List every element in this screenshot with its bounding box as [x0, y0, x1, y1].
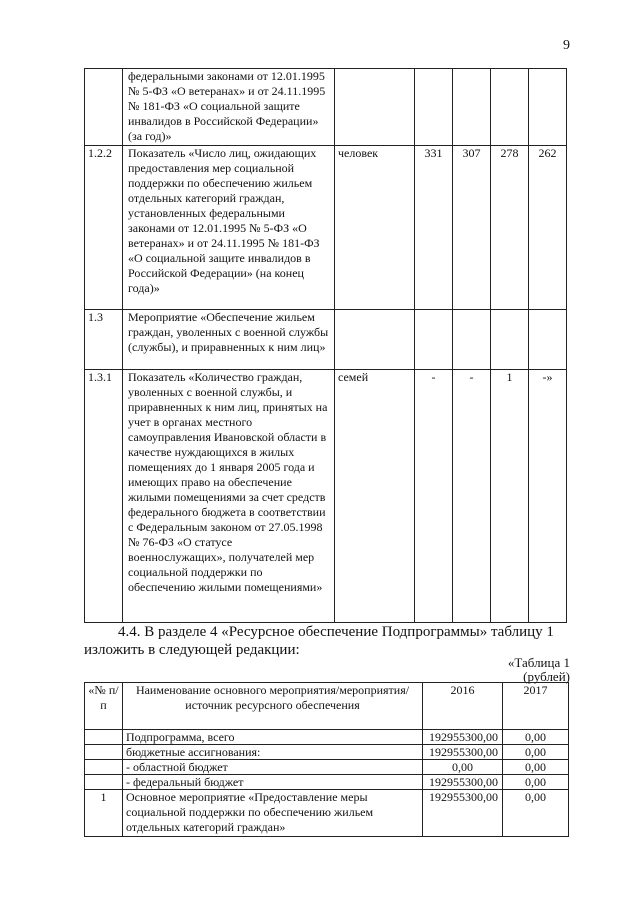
- header-name: Наименование основного мероприятия/мероприятия/источник ресурсного обеспечения: [123, 683, 423, 730]
- row-value-2: 307: [453, 146, 491, 310]
- header-2016: 2016: [423, 683, 503, 730]
- table-row: [85, 790, 569, 837]
- row-name: - областной бюджет: [123, 760, 423, 775]
- row-value-1: [415, 69, 453, 146]
- row-id: 1.3.1: [85, 370, 123, 623]
- table-row: [85, 745, 569, 760]
- header-num: «№ п/п: [85, 683, 123, 730]
- row-value-4: [529, 69, 567, 146]
- row-num: [85, 745, 123, 760]
- row-num: 1: [85, 790, 123, 837]
- row-id: [85, 69, 123, 146]
- row-num: [85, 775, 123, 790]
- row-value-1: [415, 310, 453, 370]
- row-value-2: [453, 69, 491, 146]
- table-row: [85, 370, 567, 623]
- row-unit: семей: [335, 370, 415, 623]
- row-value-1: -: [415, 370, 453, 623]
- row-label: Мероприятие «Обеспечение жильем граждан, уволенных с военной службы (службы), и приравненных к ним лиц»: [123, 310, 335, 370]
- row-2016: 192955300,00: [423, 775, 503, 790]
- header-2017: 2017: [503, 683, 569, 730]
- table-caption: «Таблица 1: [507, 655, 570, 670]
- row-2017: 0,00: [503, 730, 569, 745]
- row-unit: [335, 310, 415, 370]
- row-name: бюджетные ассигнования:: [123, 745, 423, 760]
- row-label: Показатель «Количество граждан, уволенных с военной службы, и приравненных к ним лиц, принятых на учет в органах местного самоуправления Ивановской области в качестве нуждающихся в жилых помещениях до 1 января 2005 года и имеющих право на обеспечение жилыми помещениями за счет средств федерального бюджета в соответствии с Федеральным законом от 27.05.1998 № 76-ФЗ «О статусе военнослужащих», получателей мер социальной поддержки по обеспечению жилыми помещениями»: [123, 370, 335, 623]
- row-id: 1.2.2: [85, 146, 123, 310]
- row-2016: 192955300,00: [423, 745, 503, 760]
- row-value-3: 1: [491, 370, 529, 623]
- table-header-row: [85, 683, 569, 730]
- paragraph-line-1: 4.4. В разделе 4 «Ресурсное обеспечение Подпрограммы» таблицу 1: [118, 624, 554, 640]
- row-2017: 0,00: [503, 775, 569, 790]
- table-row: [85, 69, 567, 146]
- row-2016: 192955300,00: [423, 790, 503, 837]
- table-row: [85, 310, 567, 370]
- row-unit: человек: [335, 146, 415, 310]
- row-id: 1.3: [85, 310, 123, 370]
- resource-table: [84, 682, 569, 837]
- row-num: [85, 730, 123, 745]
- row-value-2: [453, 310, 491, 370]
- row-value-4: -»: [529, 370, 567, 623]
- row-value-3: [491, 69, 529, 146]
- table-row: [85, 730, 569, 745]
- row-name: - федеральный бюджет: [123, 775, 423, 790]
- row-2017: 0,00: [503, 745, 569, 760]
- row-name: Подпрограмма, всего: [123, 730, 423, 745]
- row-2016: 192955300,00: [423, 730, 503, 745]
- row-value-1: 331: [415, 146, 453, 310]
- paragraph-line-2: изложить в следующей редакции:: [84, 642, 300, 658]
- row-2017: 0,00: [503, 760, 569, 775]
- table-row: [85, 760, 569, 775]
- row-2016: 0,00: [423, 760, 503, 775]
- row-value-3: [491, 310, 529, 370]
- row-value-4: [529, 310, 567, 370]
- table-unit: (рублей): [523, 669, 570, 684]
- row-unit: [335, 69, 415, 146]
- row-value-4: 262: [529, 146, 567, 310]
- page-number: 9: [563, 38, 570, 53]
- table-row: [85, 146, 567, 310]
- row-2017: 0,00: [503, 790, 569, 837]
- row-label: федеральными законами от 12.01.1995 № 5-ФЗ «О ветеранах» и от 24.11.1995 № 181-ФЗ «О социальной защите инвалидов в Российской Федерации» (за год)»: [123, 69, 335, 146]
- row-name: Основное мероприятие «Предоставление меры социальной поддержки по обеспечению жильем отдельных категорий граждан»: [123, 790, 423, 837]
- indicators-table: [84, 68, 567, 623]
- row-value-2: -: [453, 370, 491, 623]
- row-label: Показатель «Число лиц, ожидающих предоставления мер социальной поддержки по обеспечению жильем отдельных категорий граждан, установленных федеральными законами от 12.01.1995 № 5-ФЗ «О ветеранах» и от 24.11.1995 № 181-ФЗ «О социальной защите инвалидов в Российской Федерации» (на конец года)»: [123, 146, 335, 310]
- row-value-3: 278: [491, 146, 529, 310]
- table-row: [85, 775, 569, 790]
- row-num: [85, 760, 123, 775]
